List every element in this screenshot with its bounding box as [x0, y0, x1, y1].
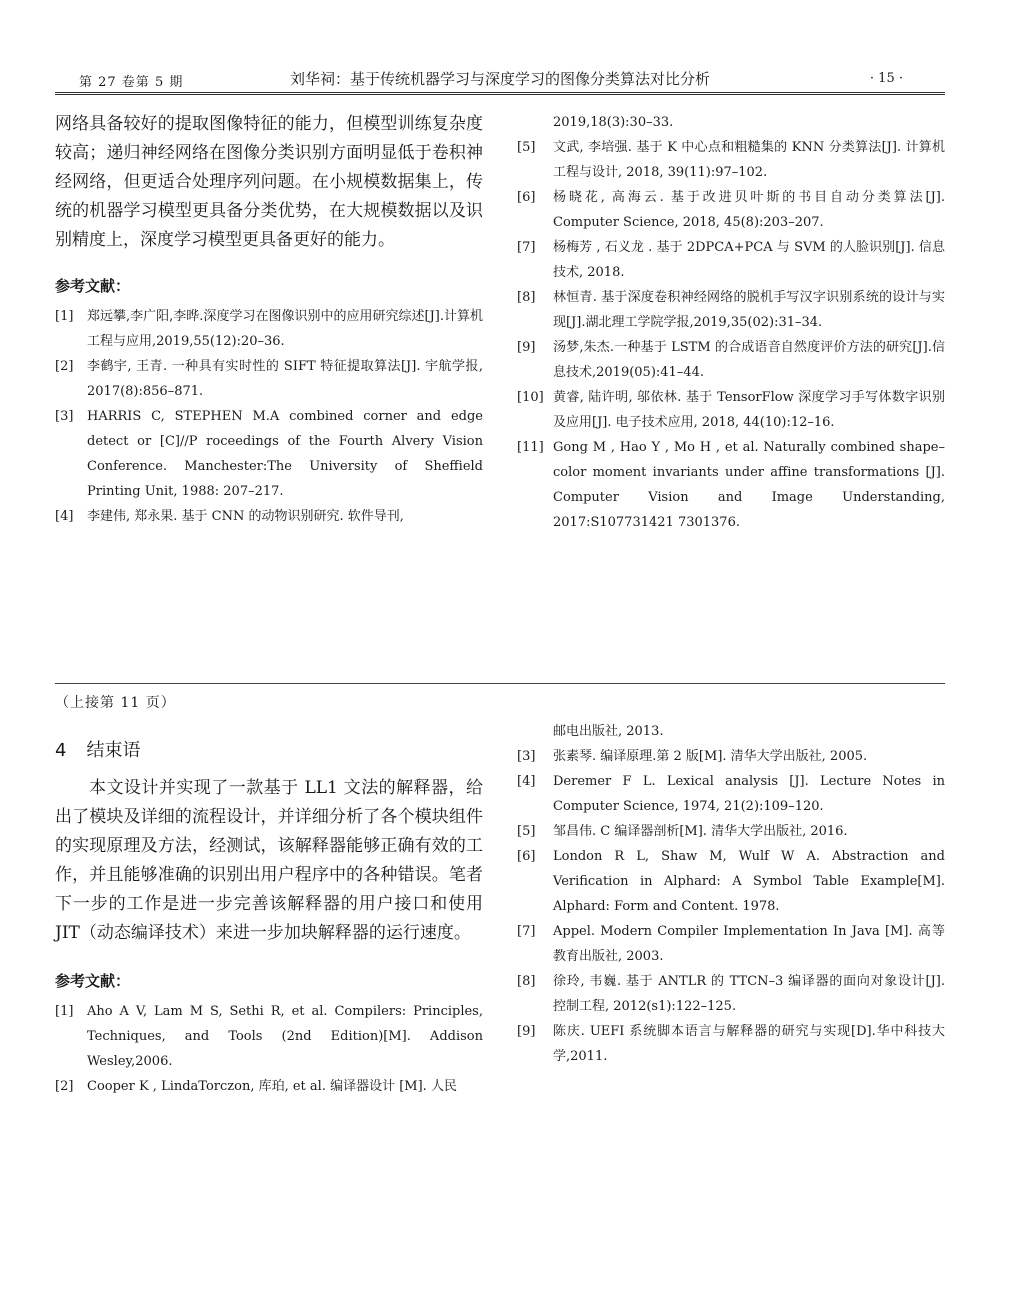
section-number: 4: [55, 740, 67, 761]
reference-continuation: 2019,18(3):30–33.: [553, 115, 674, 130]
reference-item: [9] 汤梦,朱杰.一种基于 LSTM 的合成语音自然度评价方法的研究[J].信息技术,2019(05):41–44.: [517, 340, 945, 380]
reference-item: [1] 郑远攀,李广阳,李晔.深度学习在图像识别中的应用研究综述[J].计算机工程与应用,2019,55(12):20–36.: [55, 309, 483, 349]
header-rule: [55, 94, 945, 95]
reference-item: [2] 李鹤宇, 王青. 一种具有实时性的 SIFT 特征提取算法[J]. 宇航学报, 2017(8):856–871.: [55, 359, 483, 399]
conclusion-paragraph: 网络具备较好的提取图像特征的能力，但模型训练复杂度较高；递归神经网络在图像分类识别方面明显低于卷积神经网络，但更适合处理序列问题。在小规模数据集上，传统的机器学习模型更具备分类优势，在大规模数据以及识别精度上，深度学习模型更具备更好的能力。: [55, 114, 483, 250]
reference-list-left: [55, 999, 483, 1099]
reference-item: [7] Appel. Modern Compiler Implementation In Java [M]. 高等教育出版社, 2003.: [517, 924, 945, 964]
reference-item: [10] 黄睿, 陆许明, 邬依林. 基于 TensorFlow 深度学习手写体数字识别及应用[J]. 电子技术应用, 2018, 44(10):12–16.: [517, 390, 945, 430]
reference-item: [8] 林恒青. 基于深度卷积神经网络的脱机手写汉字识别系统的设计与实现[J].湖北理工学院学报,2019,35(02):31–34.: [517, 290, 945, 330]
reference-item: [4] 李建伟, 郑永果. 基于 CNN 的动物识别研究. 软件导刊,: [55, 509, 404, 524]
top-right-column: [517, 110, 945, 535]
reference-item: [2] Cooper K , LindaTorczon, 库珀, et al. 编译器设计 [M]. 人民: [55, 1079, 457, 1094]
reference-item: [3] HARRIS C, STEPHEN M.A combined corner and edge detect or [C]//P roceedings of the Fourth Alvery Vision Conference. Manchester:The University of Sheffield Printing Unit, 1988: 207–217.: [55, 409, 483, 499]
reference-item: [5] 文武, 李培强. 基于 K 中心点和粗糙集的 KNN 分类算法[J]. 计算机工程与设计, 2018, 39(11):97–102.: [517, 140, 945, 180]
reference-item: [4] Deremer F L. Lexical analysis [J]. Lecture Notes in Computer Science, 1974, 21(2):109–120.: [517, 774, 945, 814]
reference-item: [5] 邹昌伟. C 编译器剖析[M]. 清华大学出版社, 2016.: [517, 824, 848, 839]
bottom-left-column: [55, 736, 483, 1099]
continued-from-note: （上接第 11 页）: [55, 695, 176, 711]
article-divider: [55, 683, 945, 684]
running-title: 刘华祠：基于传统机器学习与深度学习的图像分类算法对比分析: [289, 70, 710, 88]
references-heading: 参考文献：: [55, 277, 131, 295]
reference-item: [11] Gong M , Hao Y , Mo H , et al. Naturally combined shape–color moment invariants under affine transformations [J]. Computer Vision and Image Understanding, 2017:S107731421 7301376.: [517, 440, 945, 530]
conclusion-paragraph: 本文设计并实现了一款基于 LL1 文法的解释器，给出了模块及详细的流程设计，并详细分析了各个模块组件的实现原理及方法，经测试，该解释器能够正确有效的工作，并且能够准确的识别出用户程序中的各种错误。笔者下一步的工作是进一步完善该解释器的用户接口和使用 JIT（动态编译技术）来进一步加块解释器的运行速度。: [55, 778, 483, 943]
journal-issue: 第 27 卷第 5 期: [79, 75, 184, 90]
reference-item: [9] 陈庆. UEFI 系统脚本语言与解释器的研究与实现[D].华中科技大学,2011.: [517, 1024, 945, 1064]
section-title: 结束语: [86, 740, 141, 761]
section-heading: [55, 736, 483, 762]
reference-item: [6] 杨晓花, 高海云. 基于改进贝叶斯的书目自动分类算法[J]. Computer Science, 2018, 45(8):203–207.: [517, 190, 945, 230]
running-header: [55, 66, 945, 93]
references-heading: 参考文献：: [55, 972, 131, 990]
reference-item: [8] 徐玲, 韦巍. 基于 ANTLR 的 TTCN–3 编译器的面向对象设计[J]. 控制工程, 2012(s1):122–125.: [517, 974, 945, 1014]
reference-item: [3] 张素琴. 编译原理.第 2 版[M]. 清华大学出版社, 2005.: [517, 749, 868, 764]
reference-continuation: 邮电出版社, 2013.: [553, 724, 664, 739]
reference-item: [1] Aho A V, Lam M S, Sethi R, et al. Compilers: Principles, Techniques, and Tools (2nd Edition)[M]. Addison Wesley,2006.: [55, 1004, 483, 1069]
page-number: · 15 ·: [869, 71, 903, 86]
bottom-right-column: [517, 719, 945, 1069]
reference-item: [6] London R L, Shaw M, Wulf W A. Abstraction and Verification in Alphard: A Symbol Table Example[M]. Alphard: Form and Content. 1978.: [517, 849, 945, 914]
top-left-column: [55, 110, 483, 529]
reference-list-left: [55, 304, 483, 529]
reference-item: [7] 杨梅芳 , 石义龙 . 基于 2DPCA+PCA 与 SVM 的人脸识别[J]. 信息技术, 2018.: [517, 240, 945, 280]
